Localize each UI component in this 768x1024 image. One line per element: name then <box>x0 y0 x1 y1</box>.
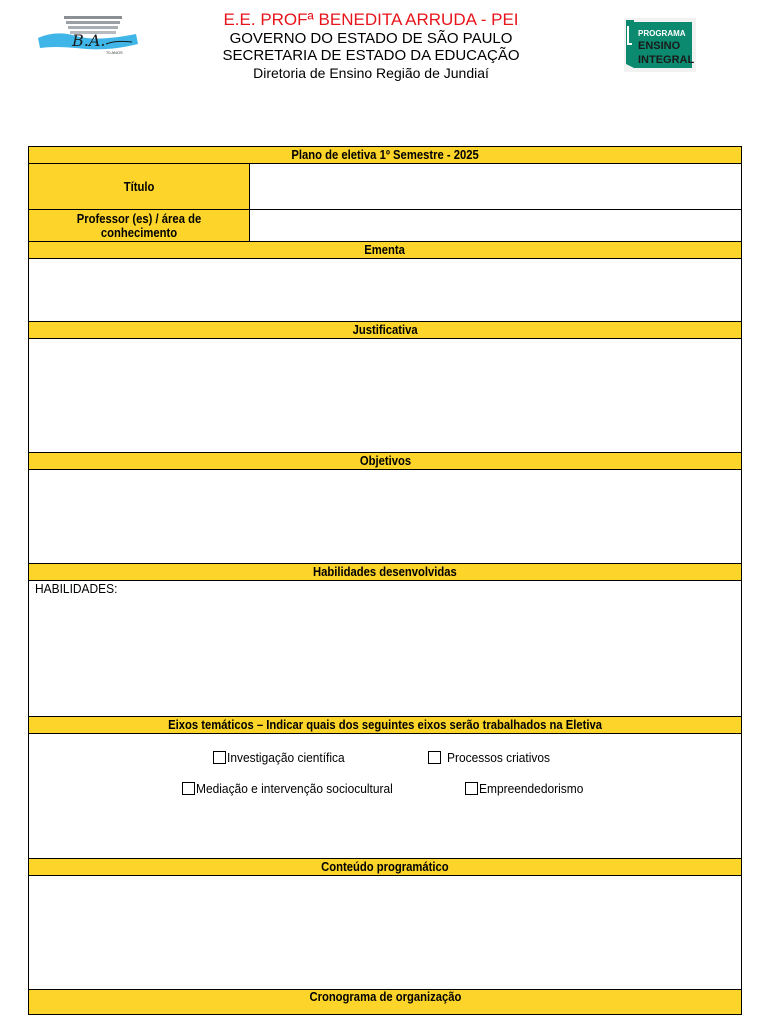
eixos-bar: Eixos temáticos – Indicar quais dos seguintes eixos serão trabalhados na Eletiva <box>29 717 741 734</box>
checkbox-investigacao[interactable] <box>213 751 226 764</box>
svg-text:B.A.: B.A. <box>72 31 106 50</box>
titulo-field[interactable] <box>250 164 741 209</box>
conteudo-bar: Conteúdo programático <box>29 859 741 876</box>
conteudo-field[interactable] <box>29 876 741 990</box>
ementa-field[interactable] <box>29 259 741 322</box>
objetivos-bar: Objetivos <box>29 453 741 470</box>
form-title-bar: Plano de eletiva 1º Semestre - 2025 <box>29 147 741 164</box>
titulo-row <box>29 164 741 210</box>
titulo-label: Título <box>29 164 250 209</box>
justificativa-bar: Justificativa <box>29 322 741 339</box>
professor-label: Professor (es) / área de conhecimento <box>29 210 250 241</box>
directorate-name: Diretoria de Ensino Região de Jundiaí <box>253 65 489 81</box>
svg-text:70 ANOS: 70 ANOS <box>106 50 123 55</box>
habilidades-bar: Habilidades desenvolvidas <box>29 564 741 581</box>
checkbox-mediacao[interactable] <box>182 782 195 795</box>
eixo-mediacao[interactable]: Mediação e intervenção sociocultural <box>182 781 410 796</box>
checkbox-processos-criativos[interactable] <box>428 751 441 764</box>
school-logo <box>36 12 140 56</box>
cronograma-bar: Cronograma de organização <box>29 990 741 1014</box>
document-header <box>170 10 572 82</box>
eixos-section <box>29 734 741 859</box>
programa-ensino-integral-logo <box>622 18 696 72</box>
ementa-bar: Ementa <box>29 242 741 259</box>
school-name: E.E. PROFª BENEDITA ARRUDA - PEI <box>223 10 519 29</box>
justificativa-field[interactable] <box>29 339 741 453</box>
logo-line3: INTEGRAL <box>638 54 695 66</box>
eletiva-plan-form <box>28 146 742 1015</box>
checkbox-empreendedorismo[interactable] <box>465 782 478 795</box>
secretariat-name: SECRETARIA DE ESTADO DA EDUCAÇÃO <box>222 47 520 64</box>
objetivos-field[interactable] <box>29 470 741 564</box>
professor-field[interactable] <box>250 210 741 241</box>
habilidades-field[interactable] <box>29 581 741 717</box>
eixo-investigacao[interactable]: Investigação científica <box>213 750 355 765</box>
professor-row <box>29 210 741 242</box>
eixo-empreendedorismo[interactable]: Empreendedorismo <box>465 781 592 796</box>
logo-line1: PROGRAMA <box>638 29 686 38</box>
logo-line2: ENSINO <box>638 40 681 52</box>
government-name: GOVERNO DO ESTADO DE SÃO PAULO <box>229 30 513 47</box>
habilidades-text: HABILIDADES: <box>35 581 118 596</box>
eixo-processos-criativos[interactable]: Processos criativos <box>428 750 559 765</box>
